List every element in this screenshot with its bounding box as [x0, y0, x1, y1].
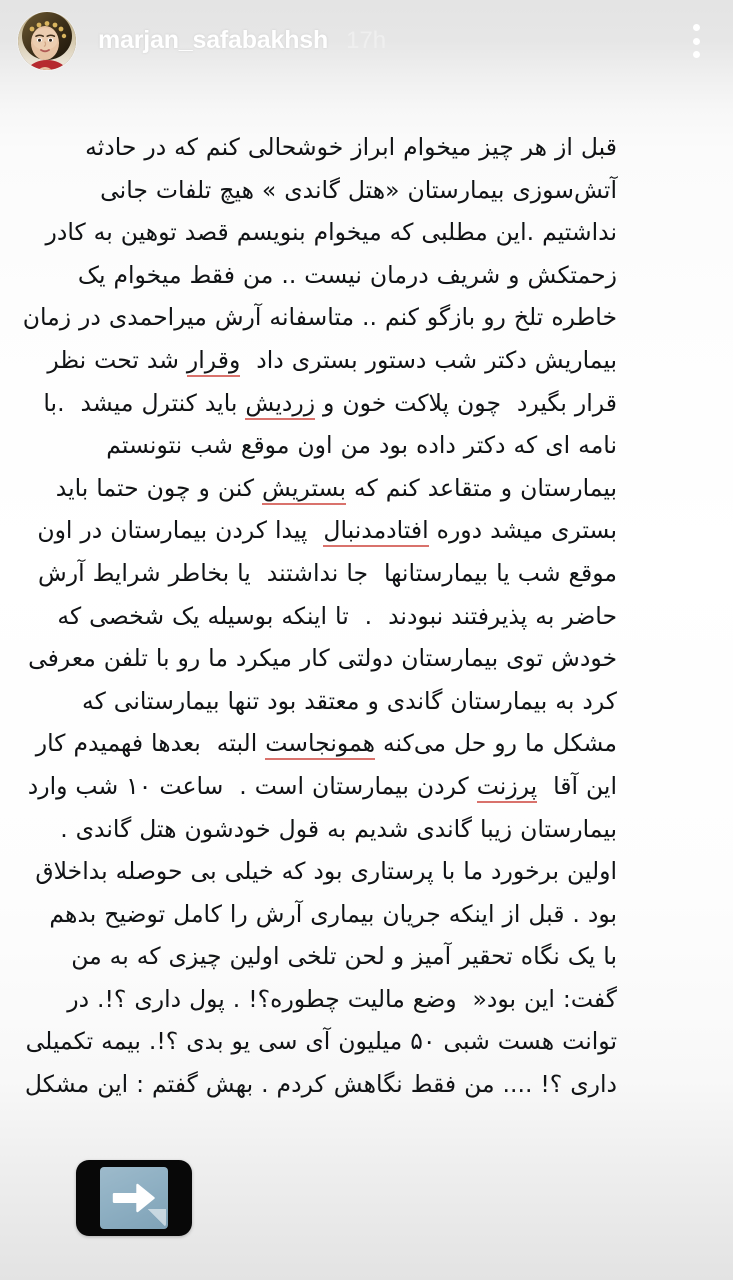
story-line: گفت: این بود« وضع مالیت چطوره؟! . پول داری ؟!. در: [67, 984, 617, 1013]
story-line: بستری میشد دوره افتادمدنبال پیدا کردن بیمارستان در اون: [115, 509, 617, 552]
story-text-body: [22, 126, 617, 1106]
story-line: نامه ای که دکتر داده بود من اون موقع شب نتونستم: [106, 431, 617, 460]
username-label[interactable]: marjan_safabakhsh: [98, 25, 329, 54]
story-line: موقع شب یا بیمارستانها جا نداشتند یا بخاطر شرایط آرش: [38, 558, 617, 587]
spellcheck-word: افتادمدنبال: [323, 516, 428, 547]
story-line: بود . قبل از اینکه جریان بیماری آرش را کامل توضیح بدهم: [49, 899, 617, 928]
story-line: خاطره تلخ رو بازگو کنم .. متاسفانه آرش میراحمدی در زمان: [22, 303, 617, 332]
timestamp-label: 17h: [346, 26, 387, 54]
story-header: [0, 0, 733, 80]
dot-3: [693, 51, 700, 58]
story-line: آتش‌سوزی بیمارستان «هتل گاندی » هیچ تلفات جانی: [100, 175, 617, 204]
story-line: کرد به بیمارستان گاندی و معتقد بود تنها بیمارستانی که: [82, 686, 617, 715]
spellcheck-word: پرزنت: [477, 772, 537, 803]
more-options-icon[interactable]: [683, 22, 709, 60]
story-line: مشکل ما رو حل می‌کنه همونجاست البته بعدها فهمیدم کار: [115, 722, 617, 765]
next-button-panel: [100, 1167, 168, 1229]
spellcheck-word: بستریش: [262, 474, 346, 505]
story-line: بیمارستان و متقاعد کنم که بستریش کنن و چون حتما باید: [115, 467, 617, 510]
story-line: خودش توی بیمارستان دولتی کار میکرد ما رو با تلفن معرفی: [28, 644, 617, 673]
dot-2: [693, 38, 700, 45]
story-line: نداشتیم .این مطلبی که میخوام بنویسم قصد توهین به کادر: [45, 218, 617, 247]
story-line: داری ؟! .... من فقط نگاهش کردم . بهش گفتم : این مشکل: [24, 1070, 617, 1099]
story-line: بیماریش دکتر شب دستور بستری داد وقرار شد تحت نظر: [115, 339, 617, 382]
story-line: اولین برخورد ما با پرستاری بود که خیلی بی حوصله بداخلاق: [35, 857, 617, 886]
story-line: حاضر به پذیرفتند نبودند . تا اینکه بوسیله یک شخصی که: [57, 601, 617, 630]
story-line: توانت هست شبی ۵۰ میلیون آی سی یو بدی ؟!. بیمه تکمیلی: [25, 1027, 617, 1056]
story-line: با یک نگاه تحقیر آمیز و لحن تلخی اولین چیزی که به من: [71, 942, 617, 971]
dot-1: [693, 24, 700, 31]
next-story-button[interactable]: [76, 1160, 192, 1236]
story-line: زحمتکش و شریف درمان نیست .. من فقط میخوام یک: [77, 260, 617, 289]
spellcheck-word: زردیش: [245, 389, 315, 420]
story-line: این آقا پرزنت کردن بیمارستان است . ساعت ۱۰ شب وارد: [115, 765, 617, 808]
story-line: قبل از هر چیز میخوام ابراز خوشحالی کنم که در حادثه: [85, 133, 617, 161]
avatar[interactable]: [18, 12, 76, 70]
spellcheck-word: همونجاست: [265, 729, 375, 760]
header-meta: [98, 25, 387, 54]
spellcheck-word: وقرار: [187, 346, 240, 377]
story-line: بیمارستان زیبا گاندی شدیم به قول خودشون هتل گاندی .: [60, 814, 617, 843]
story-line: قرار بگیرد چون پلاکت خون و زردیش باید کنترل میشد .با: [115, 382, 617, 425]
arrow-right-icon: [111, 1181, 157, 1215]
